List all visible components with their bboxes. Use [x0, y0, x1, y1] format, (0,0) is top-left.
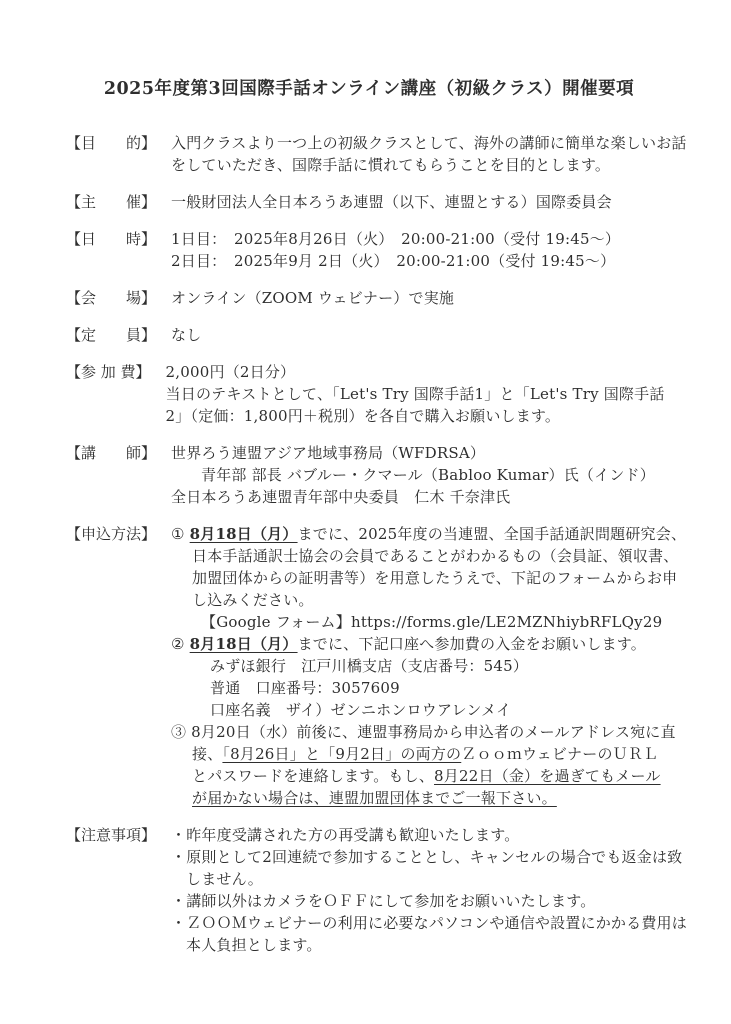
section-content-capacity	[171, 324, 672, 346]
text-segment: 「8月26日」と「9月2日」の両方の	[222, 745, 462, 763]
section-content-lecturers	[171, 442, 672, 508]
text-segment: が届かない場合は、連盟加盟団体までご一報下さい。	[192, 789, 557, 807]
content-line	[171, 890, 672, 912]
section-purpose	[66, 132, 687, 176]
text-segment: ・原則として2回連続で参加することとし、キャンセルの場合でも返金は致	[171, 848, 683, 866]
content-line	[171, 567, 678, 589]
text-segment: までに、下記口座へ参加費の入金をお願いします。	[297, 635, 646, 653]
section-fee	[66, 361, 672, 427]
content-line	[171, 250, 672, 272]
section-label-venue: 【会 場】	[66, 289, 157, 307]
section-venue	[66, 287, 672, 309]
text-segment: ③ 8月20日（水）前後に、連盟事務局から申込者のメールアドレス宛に直	[171, 723, 676, 741]
section-lecturers	[66, 442, 672, 508]
content-line	[171, 486, 672, 508]
content-line	[171, 699, 672, 721]
content-line	[171, 545, 679, 567]
text-segment: ②	[171, 635, 190, 653]
content-line	[171, 677, 672, 699]
section-datetime	[66, 228, 672, 272]
section-application	[66, 523, 687, 809]
text-segment: とパスワードを連絡します。もし、	[192, 767, 435, 785]
text-segment: 8月22日（金）を過ぎてもメール	[434, 767, 661, 785]
text-segment: 2」（定価：1,800円＋税別）を各自で購入お願いします。	[165, 407, 561, 425]
text-segment: ・昨年度受講された方の再受講も歓迎いたします。	[171, 826, 520, 844]
section-content-datetime	[171, 228, 672, 272]
text-segment: 8月18日（月）	[189, 635, 298, 653]
content-line	[171, 589, 672, 611]
content-line	[171, 912, 687, 934]
text-segment: 本人負担とします。	[186, 936, 322, 954]
text-segment: 一般財団法人全日本ろうあ連盟（以下、連盟とする）国際委員会	[171, 193, 612, 211]
content-line	[171, 934, 672, 956]
google-form-url: https://forms.gle/LE2MZNhiybRFLQy29	[350, 613, 663, 631]
text-segment: 普通 口座番号：3057609	[210, 679, 400, 697]
text-segment: ＺｏｏｍウェビナーのＵＲＬ	[461, 745, 659, 763]
content-line	[171, 464, 672, 486]
text-segment: 接、	[192, 745, 223, 763]
text-segment: しません。	[186, 870, 263, 888]
content-line	[171, 787, 672, 809]
section-content-notes	[171, 824, 687, 956]
text-segment: ・講師以外はカメラをＯＦＦにして参加をお願いいたします。	[171, 892, 596, 910]
sections	[66, 132, 687, 956]
text-segment: 1日目： 2025年8月26日（火） 20:00-21:00（受付 19:45〜）	[171, 230, 621, 248]
content-line	[171, 868, 672, 890]
text-segment: オンライン（ZOOM ウェビナー）で実施	[171, 289, 455, 307]
content-line	[166, 383, 672, 405]
section-organizer	[66, 191, 672, 213]
section-label-lecturers: 【講 師】	[66, 444, 157, 462]
content-line	[171, 132, 687, 154]
text-segment: 世界ろう連盟アジア地域事務局（WFDRSA）	[171, 444, 486, 462]
text-segment: し込みください。	[192, 591, 314, 609]
text-segment: までに、2025年度の当連盟、全国手話通訳問題研究会、	[297, 525, 687, 543]
content-line	[171, 611, 672, 633]
section-notes	[66, 824, 687, 956]
text-segment: 【Google フォーム】	[201, 613, 351, 631]
text-segment: 入門クラスより一つ上の初級クラスとして、海外の講師に簡単な楽しいお話	[171, 134, 687, 152]
section-content-purpose	[171, 132, 687, 176]
section-label-application: 【申込方法】	[66, 525, 157, 543]
text-segment: 青年部 部長 バブルー・クマール（Babloo Kumar）氏（インド）	[201, 466, 655, 484]
section-label-datetime: 【日 時】	[66, 230, 157, 248]
section-label-organizer: 【主 催】	[66, 193, 157, 211]
text-segment: なし	[171, 326, 202, 344]
content-line	[171, 721, 676, 743]
content-line	[171, 523, 687, 545]
content-line	[166, 361, 672, 383]
content-line	[171, 633, 672, 655]
content-line	[171, 655, 672, 677]
text-segment: 2日目： 2025年9月 2日（火） 20:00-21:00（受付 19:45〜）	[171, 252, 616, 270]
document-title: 2025年度第3回国際手話オンライン講座（初級クラス）開催要項	[103, 79, 635, 99]
content-line	[171, 824, 672, 846]
text-segment: 全日本ろうあ連盟青年部中央委員 仁木 千奈津氏	[171, 488, 511, 506]
document-body	[66, 76, 687, 971]
section-capacity	[66, 324, 672, 346]
section-content-venue	[171, 287, 672, 309]
section-label-notes: 【注意事項】	[66, 826, 157, 844]
section-content-fee	[166, 361, 672, 427]
content-line	[171, 228, 672, 250]
content-line	[171, 287, 672, 309]
text-segment: 8月18日（月）	[189, 525, 298, 543]
text-segment: 口座名義 ザイ）ゼンニホンロウアレンメイ	[210, 701, 512, 719]
text-segment: 当日のテキストとして、「Let's Try 国際手話1」と「Let's Try 国際手話	[165, 385, 665, 403]
section-content-organizer	[171, 191, 672, 213]
content-line	[171, 846, 683, 868]
content-line	[171, 442, 672, 464]
content-line	[171, 191, 672, 213]
content-line	[171, 765, 672, 787]
section-label-capacity: 【定 員】	[66, 326, 157, 344]
content-line	[171, 743, 672, 765]
content-line	[171, 324, 672, 346]
text-segment: 日本手話通訳士協会の会員であることがわかるもの（会員証、領収書、	[192, 547, 679, 565]
text-segment: をしていただき、国際手話に慣れてもらうことを目的とします。	[171, 156, 611, 174]
text-segment: 加盟団体からの証明書等）を用意したうえで、下記のフォームからお申	[192, 569, 678, 587]
text-segment: 2,000円（2日分）	[165, 363, 296, 381]
section-content-application	[171, 523, 687, 809]
section-label-purpose: 【目 的】	[66, 134, 157, 152]
text-segment: みずほ銀行 江戸川橋支店（支店番号：545）	[210, 657, 529, 675]
section-label-fee: 【参 加 費】	[66, 363, 151, 381]
content-line	[171, 154, 672, 176]
content-line	[166, 405, 672, 427]
text-segment: ・ＺＯＯＭウェビナーの利用に必要なパソコンや通信や設置にかかる費用は	[171, 914, 687, 932]
text-segment: ①	[171, 525, 190, 543]
